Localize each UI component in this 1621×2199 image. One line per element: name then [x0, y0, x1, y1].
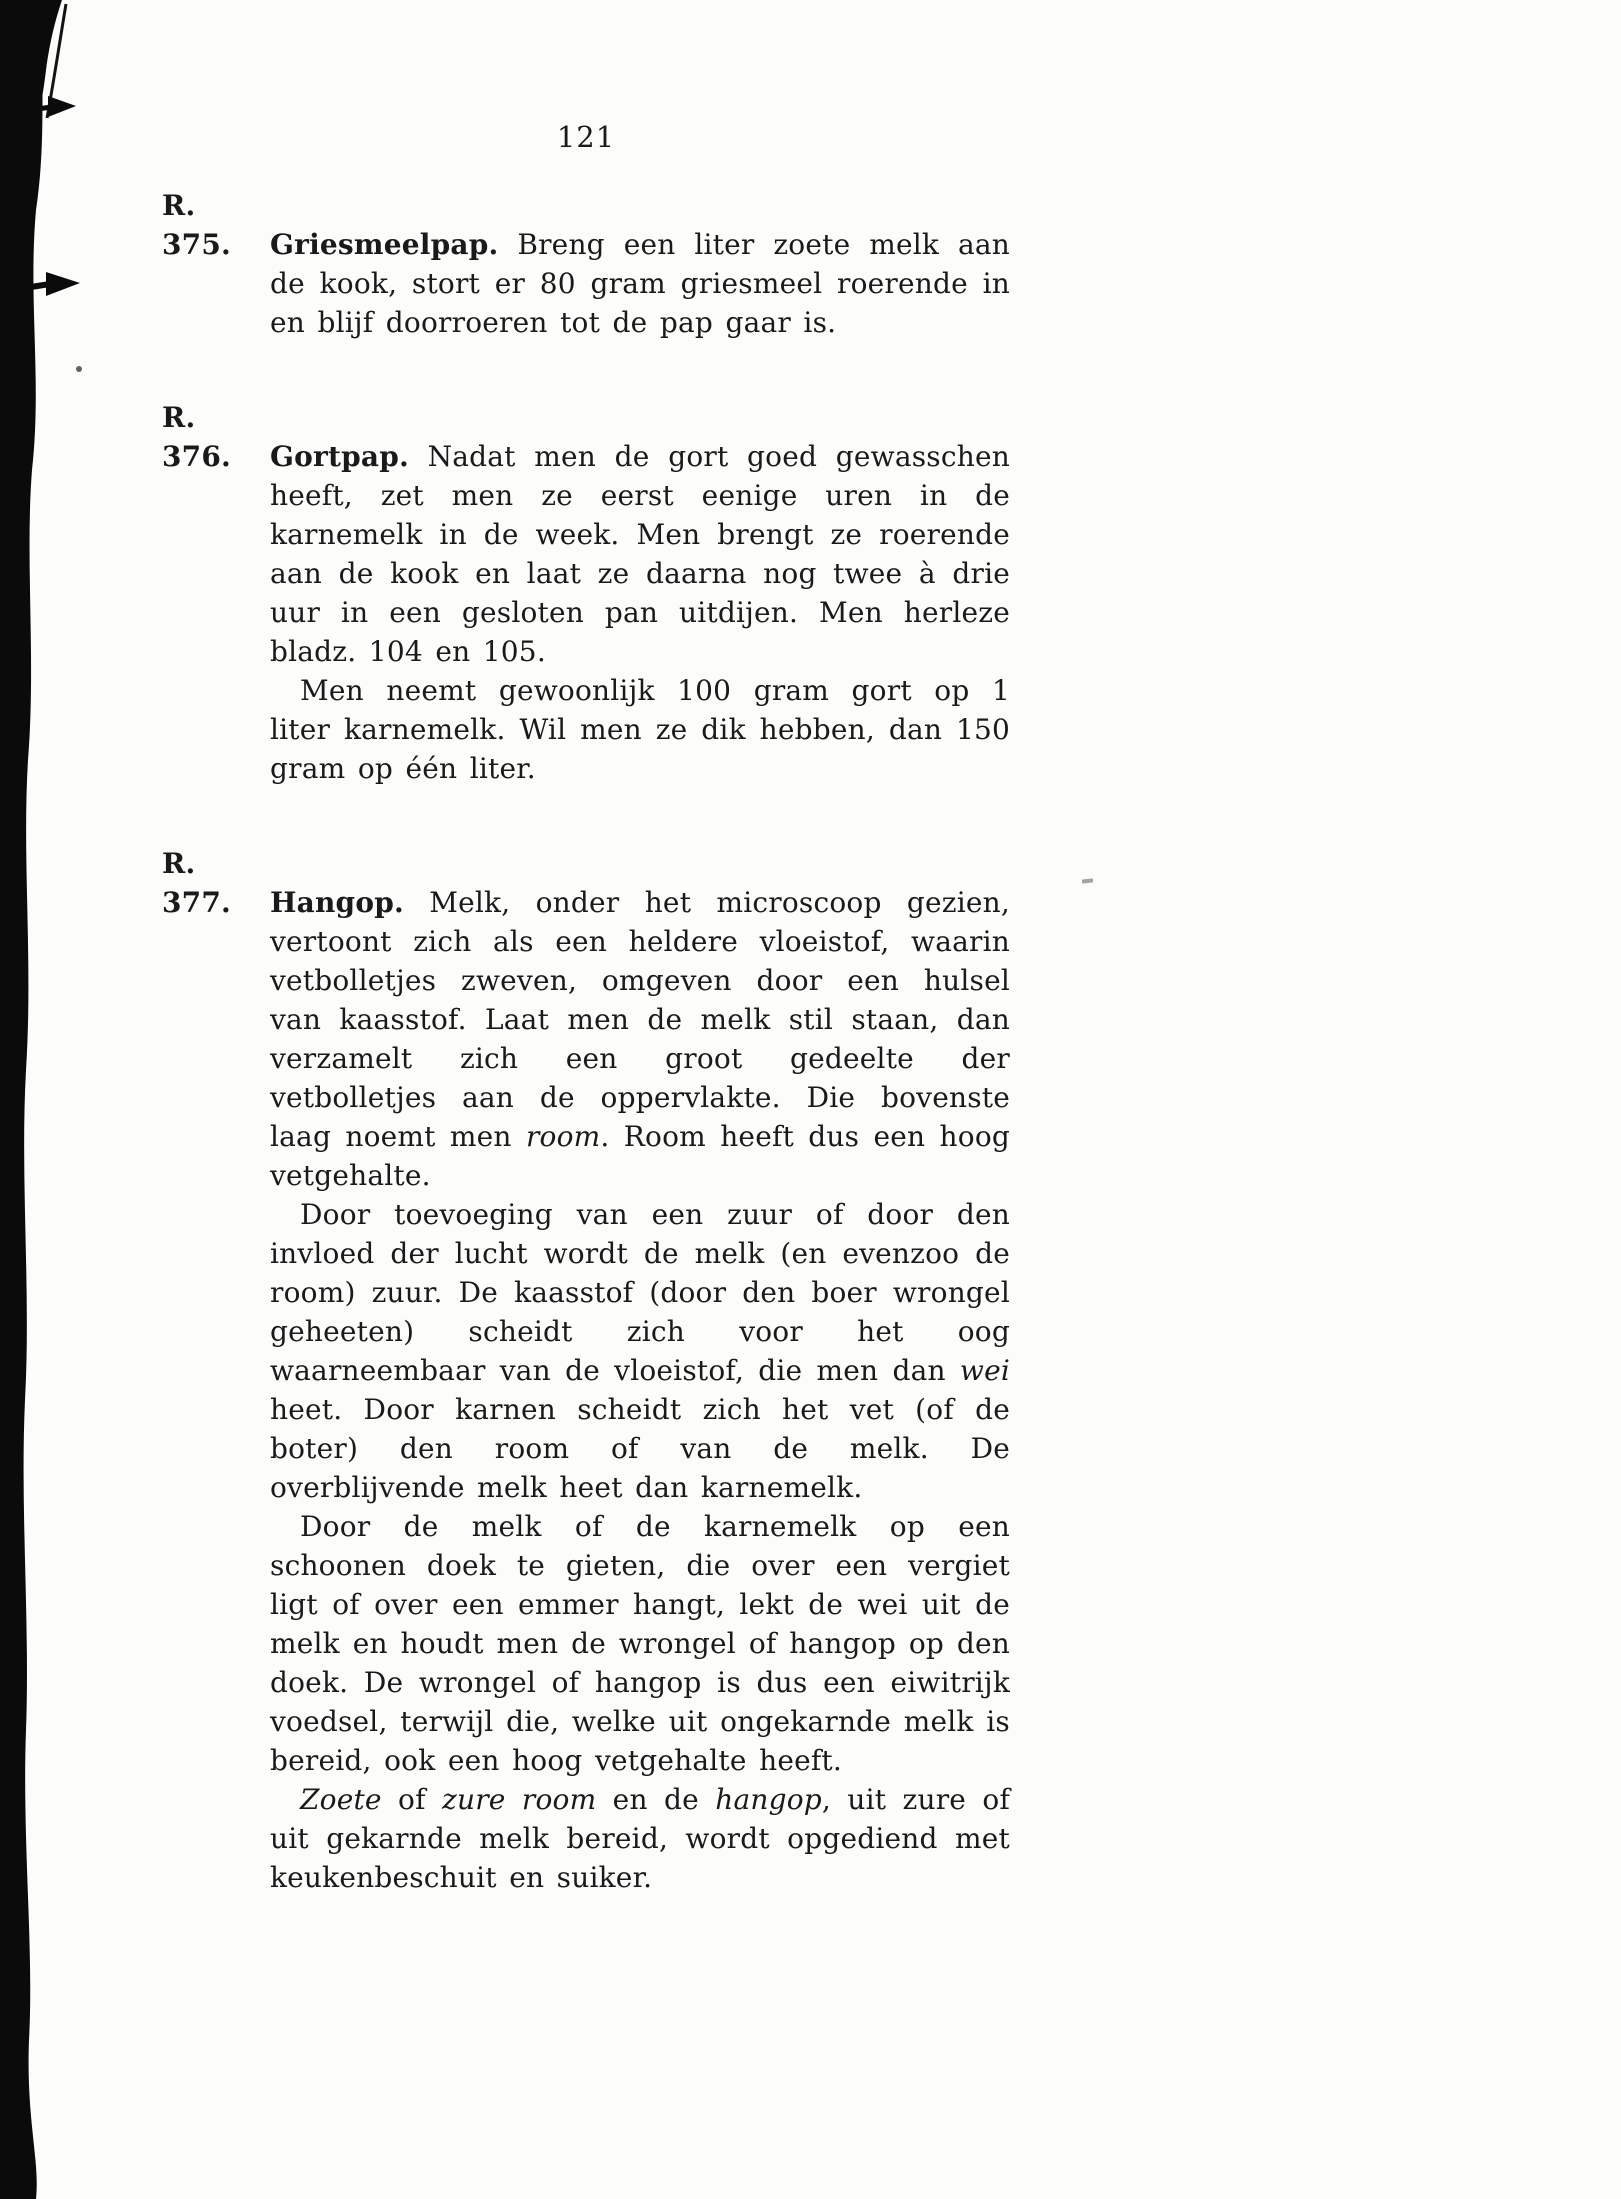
text-run: Door toevoeging van een zuur of door den invloed der lucht wordt de melk (en evenzoo de room) zuur. De kaasstof (door den boer wrongel geheeten) scheidt zich voor het oog waarneembaar van de vloeistof, die men dan: [270, 1198, 1010, 1387]
recipe-paragraph: [270, 1507, 1010, 1780]
text-run: Door de melk of de karnemelk op een schoonen doek te gieten, die over een vergiet ligt of over een emmer hangt, lekt de wei uit de melk en houdt men de wrongel of hangop op den doek. De wrongel of hangop is dus een eiwitrijk voedsel, terwijl die, welke uit ongekarnde melk is bereid, ook een hoog vetgehalte heeft.: [270, 1510, 1010, 1777]
italic-text-run: wei: [959, 1354, 1010, 1387]
recipe-lead-paragraph: [162, 186, 1010, 342]
recipe-paragraph: [270, 1780, 1010, 1897]
recipe-paragraph: [270, 1195, 1010, 1507]
recipe-lead-paragraph: [162, 398, 1010, 671]
recipe-title: Griesmeelpap.: [270, 228, 499, 261]
ink-speck-dash: [1082, 878, 1093, 883]
text-run: heet. Door karnen scheidt zich het vet (of de boter) den room of van de melk. De overblijvende melk heet dan karnemelk.: [270, 1393, 1010, 1504]
recipe-lead-paragraph: [162, 844, 1011, 1195]
recipes: [162, 186, 1010, 1897]
text-run: , uit zure of uit gekarnde melk bereid, wordt opgediend met keukenbeschuit en suiker.: [270, 1783, 1011, 1894]
italic-text-run: room: [525, 1120, 601, 1153]
text-run: Men neemt gewoonlijk 100 gram gort op 1 liter karnemelk. Wil men ze dik hebben, dan 150 gram op één liter.: [270, 674, 1010, 785]
text-run: Melk, onder het microscoop gezien, vertoont zich als een heldere vloeistof, waarin vetbolletjes zweven, omgeven door een hulsel van kaasstof. Laat men de melk stil staan, dan verzamelt zich een groot gedeelte der vetbolletjes aan de oppervlakte. Die bovenste laag noemt men: [270, 886, 1010, 1153]
page-number: 121: [556, 120, 616, 154]
recipe: [162, 398, 1010, 788]
recipe-paragraph: [270, 671, 1010, 788]
text-run: Breng een liter zoete melk aan de kook, stort er 80 gram griesmeel roerende in en blijf doorroeren tot de pap gaar is.: [270, 228, 1010, 339]
italic-text-run: Zoete: [300, 1783, 382, 1816]
text-run: . Room heeft dus een hoog vetgehalte.: [270, 1120, 1011, 1192]
recipe-number: R. 377.: [162, 847, 231, 919]
recipe-title: Gortpap.: [270, 440, 409, 473]
text-run: of: [381, 1783, 443, 1816]
ink-speck-dot: [76, 366, 82, 372]
recipe-number: R. 376.: [162, 401, 231, 473]
recipe: [162, 844, 1010, 1897]
italic-text-run: zure room: [442, 1783, 597, 1816]
recipe-number: R. 375.: [162, 189, 231, 261]
recipe-title: Hangop.: [270, 886, 404, 919]
binding-band: [0, 0, 46, 2199]
text-run: Nadat men de gort goed gewasschen heeft, zet men ze eerst eenige uren in de karnemelk in de week. Men brengt ze roerende aan de kook en laat ze daarna nog twee à drie uur in een gesloten pan uitdijen. Men herleze bladz. 104 en 105.: [270, 440, 1010, 668]
text-run: en de: [596, 1783, 716, 1816]
scan-binding-edge: [0, 0, 95, 2199]
recipe: [162, 186, 1010, 342]
italic-text-run: hangop: [715, 1783, 822, 1816]
